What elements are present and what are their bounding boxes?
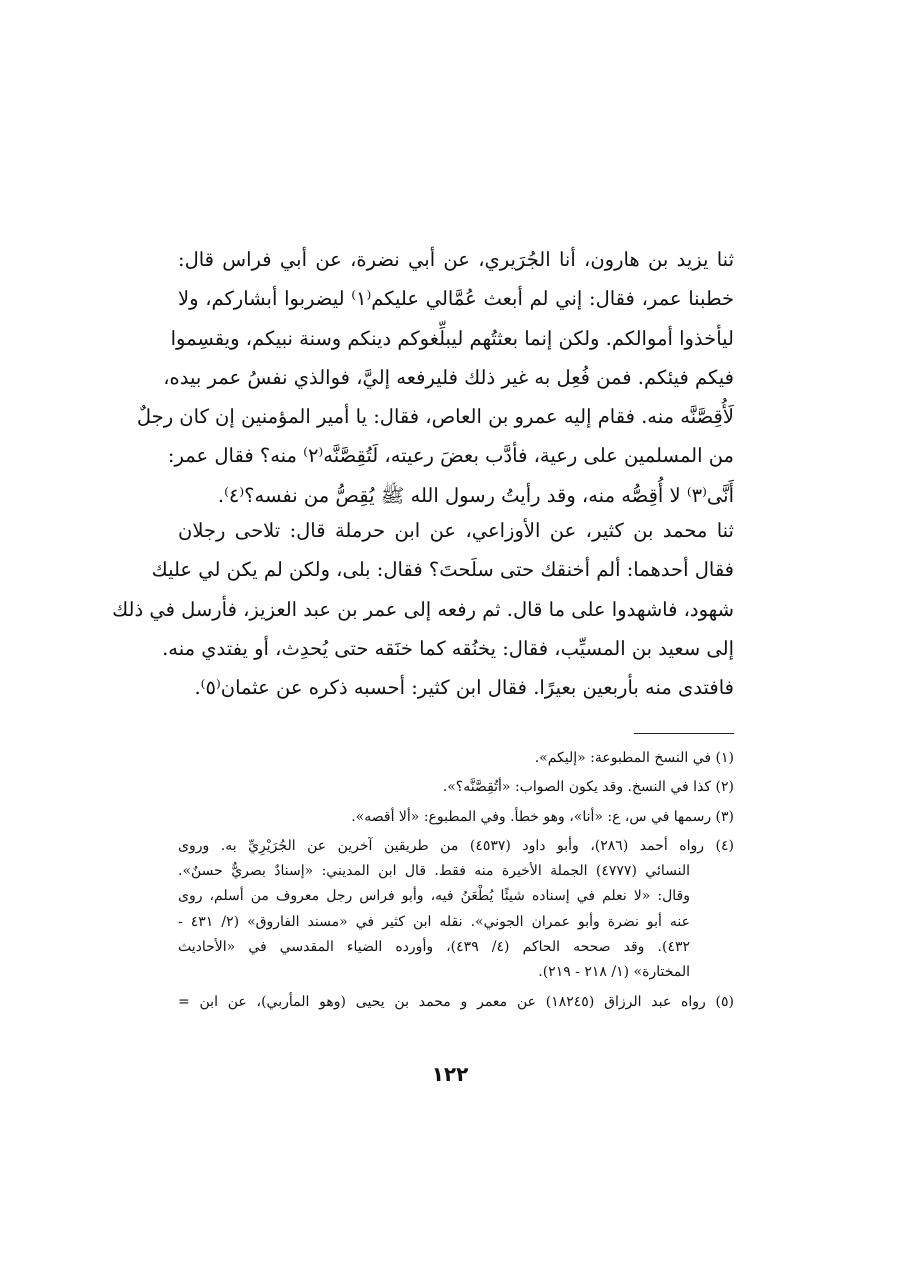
footnote-line: وقال: «لا نعلم في إسناده شيئًا يُطْعَنُ فيه، وأبو فراس رجل معروف من أسلم، روى [178,888,690,905]
text-line: من المسلمين على رعية، فأدَّب بعضَ رعيته، لَتُقِصَّنَّه⁽٢⁾ منه؟ فقال عمر: [167,444,734,468]
footnote-line: ٤٣٢). وقد صححه الحاكم (٤/ ٤٣٩)، وأورده الضياء المقدسي في «الأحاديث [178,939,690,956]
footnote-line: (٤) رواه أحمد (٢٨٦)، وأبو داود (٤٥٣٧) من طريقين آخرين عن الجُرَيْرِيِّ به. وروى [178,837,734,854]
footnote-2 [178,775,734,800]
text-line: لَأُقِصَّنَّه منه. فقام إليه عمرو بن العاص، فقال: يا أمير المؤمنين إن كان رجلٌ [136,405,734,429]
footnote-separator [634,733,734,734]
text-line: ليأخذوا أموالكم. ولكن إنما بعثتُهم ليبلِّغوكم دينكم وسنة نبيكم، ويقسِموا [170,326,734,350]
page-number: ١٢٢ [431,1062,469,1086]
text-line: أَنَّى⁽٣⁾ لا أُقِصُّه منه، وقد رأيتُ رسول الله ﷺ يُقِصُّ من نفسه؟⁽٤⁾. [217,483,734,507]
text-line: ثنا يزيد بن هارون، أنا الجُرَيري، عن أبي نضرة، عن أبي فراس قال: [178,248,734,271]
footnote-5 [178,990,734,1015]
paragraph-1 [136,240,734,515]
text-line: فافتدى منه بأربعين بعيرًا. فقال ابن كثير: أحسبه ذكره عن عثمان⁽٥⁾. [194,676,734,700]
footnote-line: المختارة» (١/ ٢١٨ - ٢١٩). [538,964,690,981]
footnote-line: (١) في النسخ المطبوعة: «إليكم». [534,750,734,766]
paragraph-2 [112,511,734,707]
text-line: فيكم فيئكم. فمن فُعِل به غير ذلك فليرفعه إليَّ، فوالذي نفسُ عمر بيده، [163,365,734,389]
text-line: فقال أحدهما: ألم أخنقك حتى سلَحتَ؟ فقال: بلى، ولكن لم يكن لي عليك [151,558,734,582]
footnotes [178,746,734,1019]
footnote-line: النسائي (٤٧٧٧) الجملة الأخيرة منه فقط. قال ابن المديني: «إسنادٌ بصريٌّ حسنٌ». [178,863,690,880]
footnote-line: (٥) رواه عبد الرزاق (١٨٢٤٥) عن معمر و محمد بن يحيى (وهو المأربي)، عن ابن = [178,993,734,1010]
footnote-4 [178,834,734,986]
footnote-line: (٢) كذا في النسخ. وقد يكون الصواب: «أتُقِصَّنَّه؟». [442,779,734,796]
footnote-1 [178,746,734,771]
text-line: شهود، فاشهدوا على ما قال. ثم رفعه إلى عمر بن عبد العزيز، فأرسل في ذلك [112,597,734,621]
text-line: خطبنا عمر، فقال: إني لم أبعث عُمَّالي عليكم⁽١⁾ ليضربوا أبشاركم، ولا [178,287,734,311]
text-line: إلى سعيد بن المسيِّب، فقال: يخنُقه كما خنَقه حتى يُحدِث، أو يفتدي منه. [162,636,734,660]
text-line: ثنا محمد بن كثير، عن الأوزاعي، عن ابن حرملة قال: تلاحى رجلان [178,519,734,542]
footnote-line: عنه أبو نضرة وأبو عمران الجوني». نقله ابن كثير في «مسند الفاروق» (٢/ ٤٣١ - [178,913,690,930]
footnote-3 [178,805,734,830]
footnote-line: (٣) رسمها في س، ع: «أنا»، وهو خطأ. وفي المطبوع: «ألا أقصه». [351,808,734,825]
